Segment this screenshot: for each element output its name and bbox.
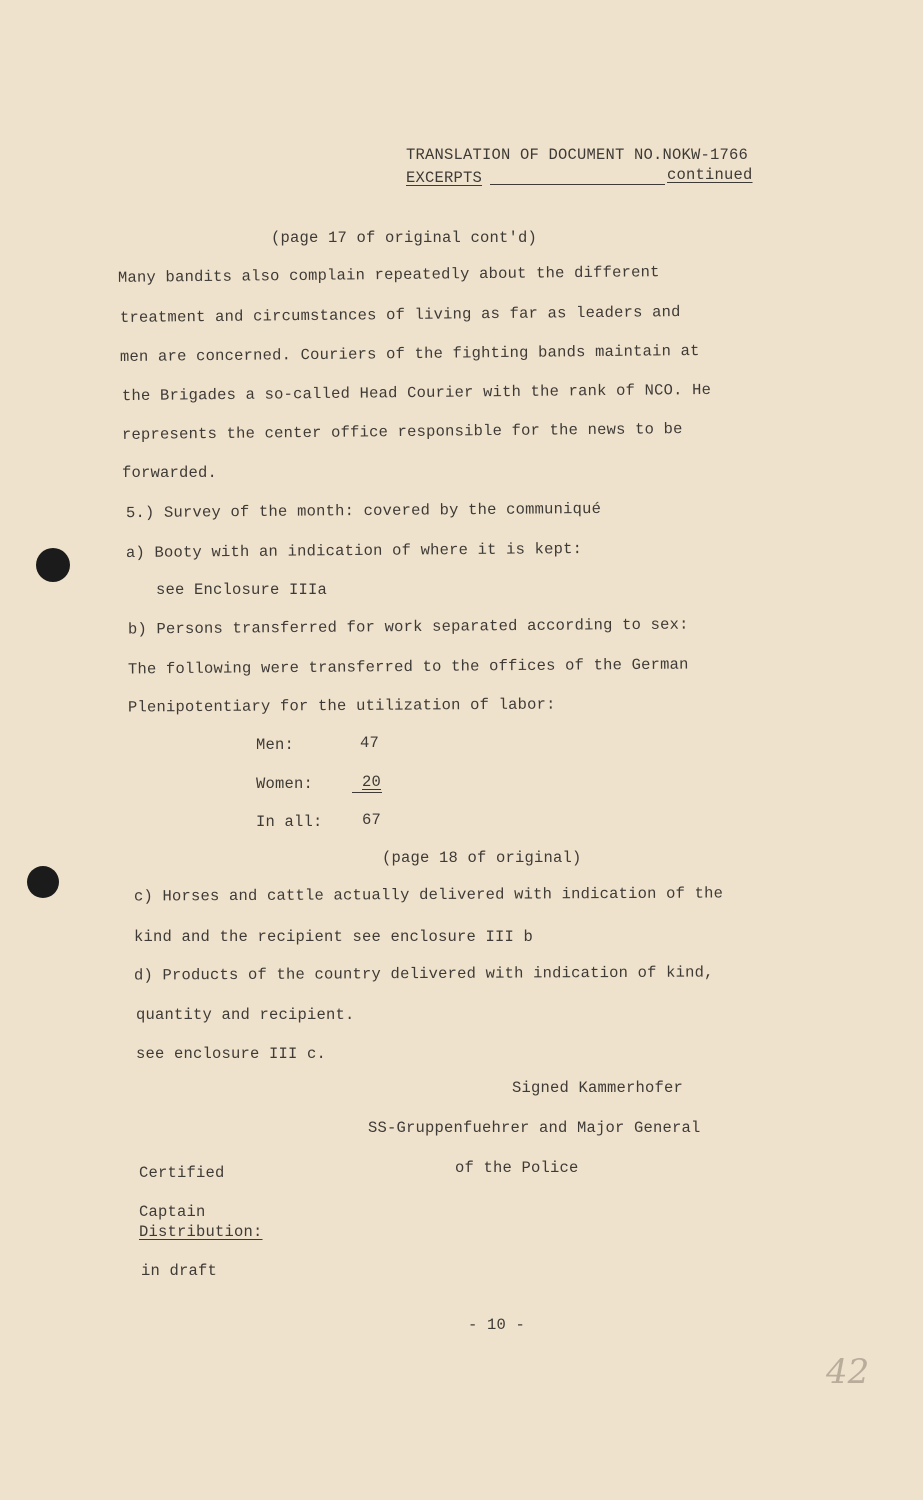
labor-label-total: In all: (256, 813, 323, 831)
paragraph-line: Many bandits also complain repeatedly about the different (117, 263, 660, 287)
signature-rank-line2: of the Police (455, 1159, 579, 1177)
certified-label: Certified (139, 1164, 225, 1182)
labor-label-women: Women: (256, 775, 314, 793)
paragraph-line: forwarded. (122, 464, 218, 482)
paragraph-line: men are concerned. Couriers of the fighting bands maintain at (119, 341, 700, 367)
item-c-line: c) Horses and cattle actually delivered with indication of the (133, 884, 724, 906)
women-underline-extension (352, 792, 382, 793)
signature-name: Signed Kammerhofer (512, 1079, 684, 1097)
paragraph-line: the Brigades a so-called Head Courier with the rank of NCO. He (121, 380, 712, 406)
page-reference-top: (page 17 of original cont'd) (271, 229, 538, 247)
page-number: - 10 - (468, 1316, 526, 1334)
item-c-line: kind and the recipient see enclosure III b (134, 928, 534, 946)
document-subtitle: EXCERPTS (406, 169, 483, 187)
captain-label: Captain (139, 1203, 206, 1221)
labor-value-total: 67 (362, 811, 382, 829)
item-a: a) Booty with an indication of where it is kept: (125, 540, 583, 562)
document-title: TRANSLATION OF DOCUMENT NO.NOKW-1766 (406, 146, 749, 164)
handwritten-page-number: 42 (826, 1352, 870, 1392)
punch-hole-bottom (27, 866, 59, 898)
item-b-line: The following were transferred to the offices of the German (127, 655, 689, 679)
item-d-line: d) Products of the country delivered with indication of kind, (133, 963, 714, 985)
item-a-reference: see Enclosure IIIa (156, 581, 328, 599)
distribution-value: in draft (141, 1262, 218, 1280)
continued-label: continued (667, 166, 753, 184)
signature-rank: SS-Gruppenfuehrer and Major General (368, 1119, 701, 1137)
item-5: 5.) Survey of the month: covered by the communiqué (125, 499, 602, 523)
labor-value-women: 20 (362, 773, 382, 791)
page-reference-mid: (page 18 of original) (382, 849, 582, 867)
item-d-reference: see enclosure III c. (136, 1045, 327, 1063)
distribution-label: Distribution: (139, 1223, 263, 1241)
punch-hole-top (36, 548, 70, 582)
item-d-line: quantity and recipient. (136, 1006, 355, 1024)
paragraph-line: treatment and circumstances of living as far as leaders and (119, 303, 681, 327)
header-rule (490, 184, 665, 185)
paragraph-line: represents the center office responsible for the news to be (121, 420, 683, 444)
labor-label-men: Men: (256, 736, 295, 754)
labor-value-men: 47 (360, 734, 380, 752)
item-b-line: Plenipotentiary for the utilization of labor: (127, 695, 556, 717)
item-b-line: b) Persons transferred for work separated according to sex: (127, 615, 689, 639)
